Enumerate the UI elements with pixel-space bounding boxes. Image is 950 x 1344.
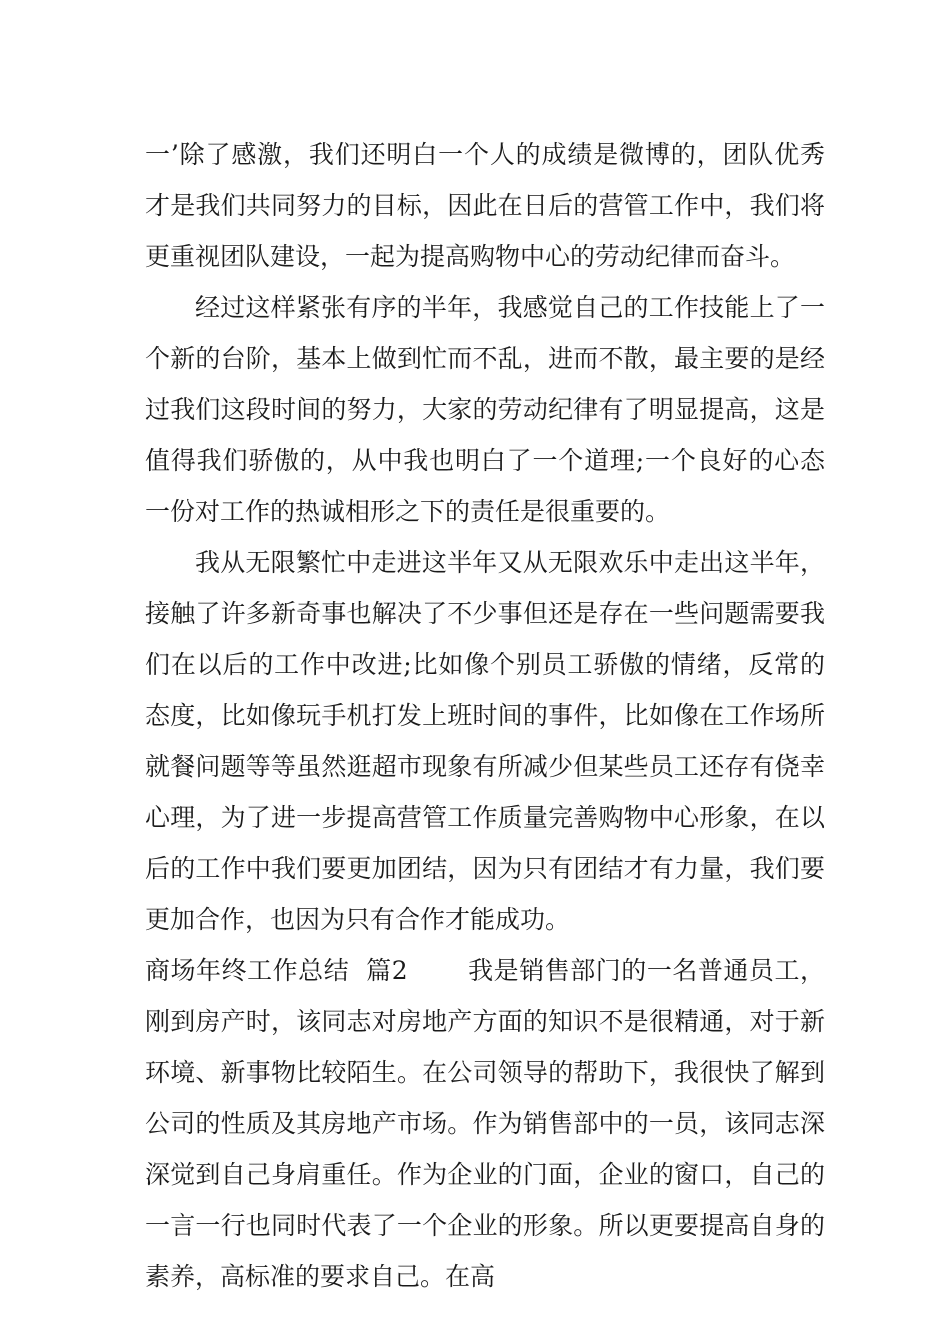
section-paragraph bbox=[145, 945, 825, 1302]
document-body bbox=[145, 129, 825, 1302]
section-heading: 商场年终工作总结 篇2 bbox=[145, 956, 408, 985]
paragraph-1: 一’除了感激，我们还明白一个人的成绩是微博的，团队优秀才是我们共同努力的目标，因此在日后的营管工作中，我们将更重视团队建设，一起为提高购物中心的劳动纪律而奋斗。 bbox=[145, 140, 825, 271]
paragraph-3: 我从无限繁忙中走进这半年又从无限欢乐中走出这半年，接触了许多新奇事也解决了不少事但还是存在一些问题需要我们在以后的工作中改进;比如像个别员工骄傲的情绪，反常的态度，比如像玩手机打发上班时间的事件，比如像在工作场所就餐问题等等虽然逛超市现象有所减少但某些员工还存有侥幸心理，为了进一步提高营管工作质量完善购物中心形象，在以后的工作中我们要更加团结，因为只有团结才有力量，我们要更加合作，也因为只有合作才能成功。 bbox=[145, 548, 825, 934]
paragraph-2: 经过这样紧张有序的半年，我感觉自己的工作技能上了一个新的台阶，基本上做到忙而不乱，进而不散，最主要的是经过我们这段时间的努力，大家的劳动纪律有了明显提高，这是值得我们骄傲的，从中我也明白了一个道理;一个良好的心态一份对工作的热诚相形之下的责任是很重要的。 bbox=[145, 293, 825, 526]
section-text: 我是销售部门的一名普通员工，刚到房产时，该同志对房地产方面的知识不是很精通，对于新环境、新事物比较陌生。在公司领导的帮助下，我很快了解到公司的性质及其房地产市场。作为销售部中的一员，该同志深深觉到自己身肩重任。作为企业的门面，企业的窗口，自己的一言一行也同时代表了一个企业的形象。所以更要提高自身的素养，高标准的要求自己。在高 bbox=[145, 956, 825, 1291]
